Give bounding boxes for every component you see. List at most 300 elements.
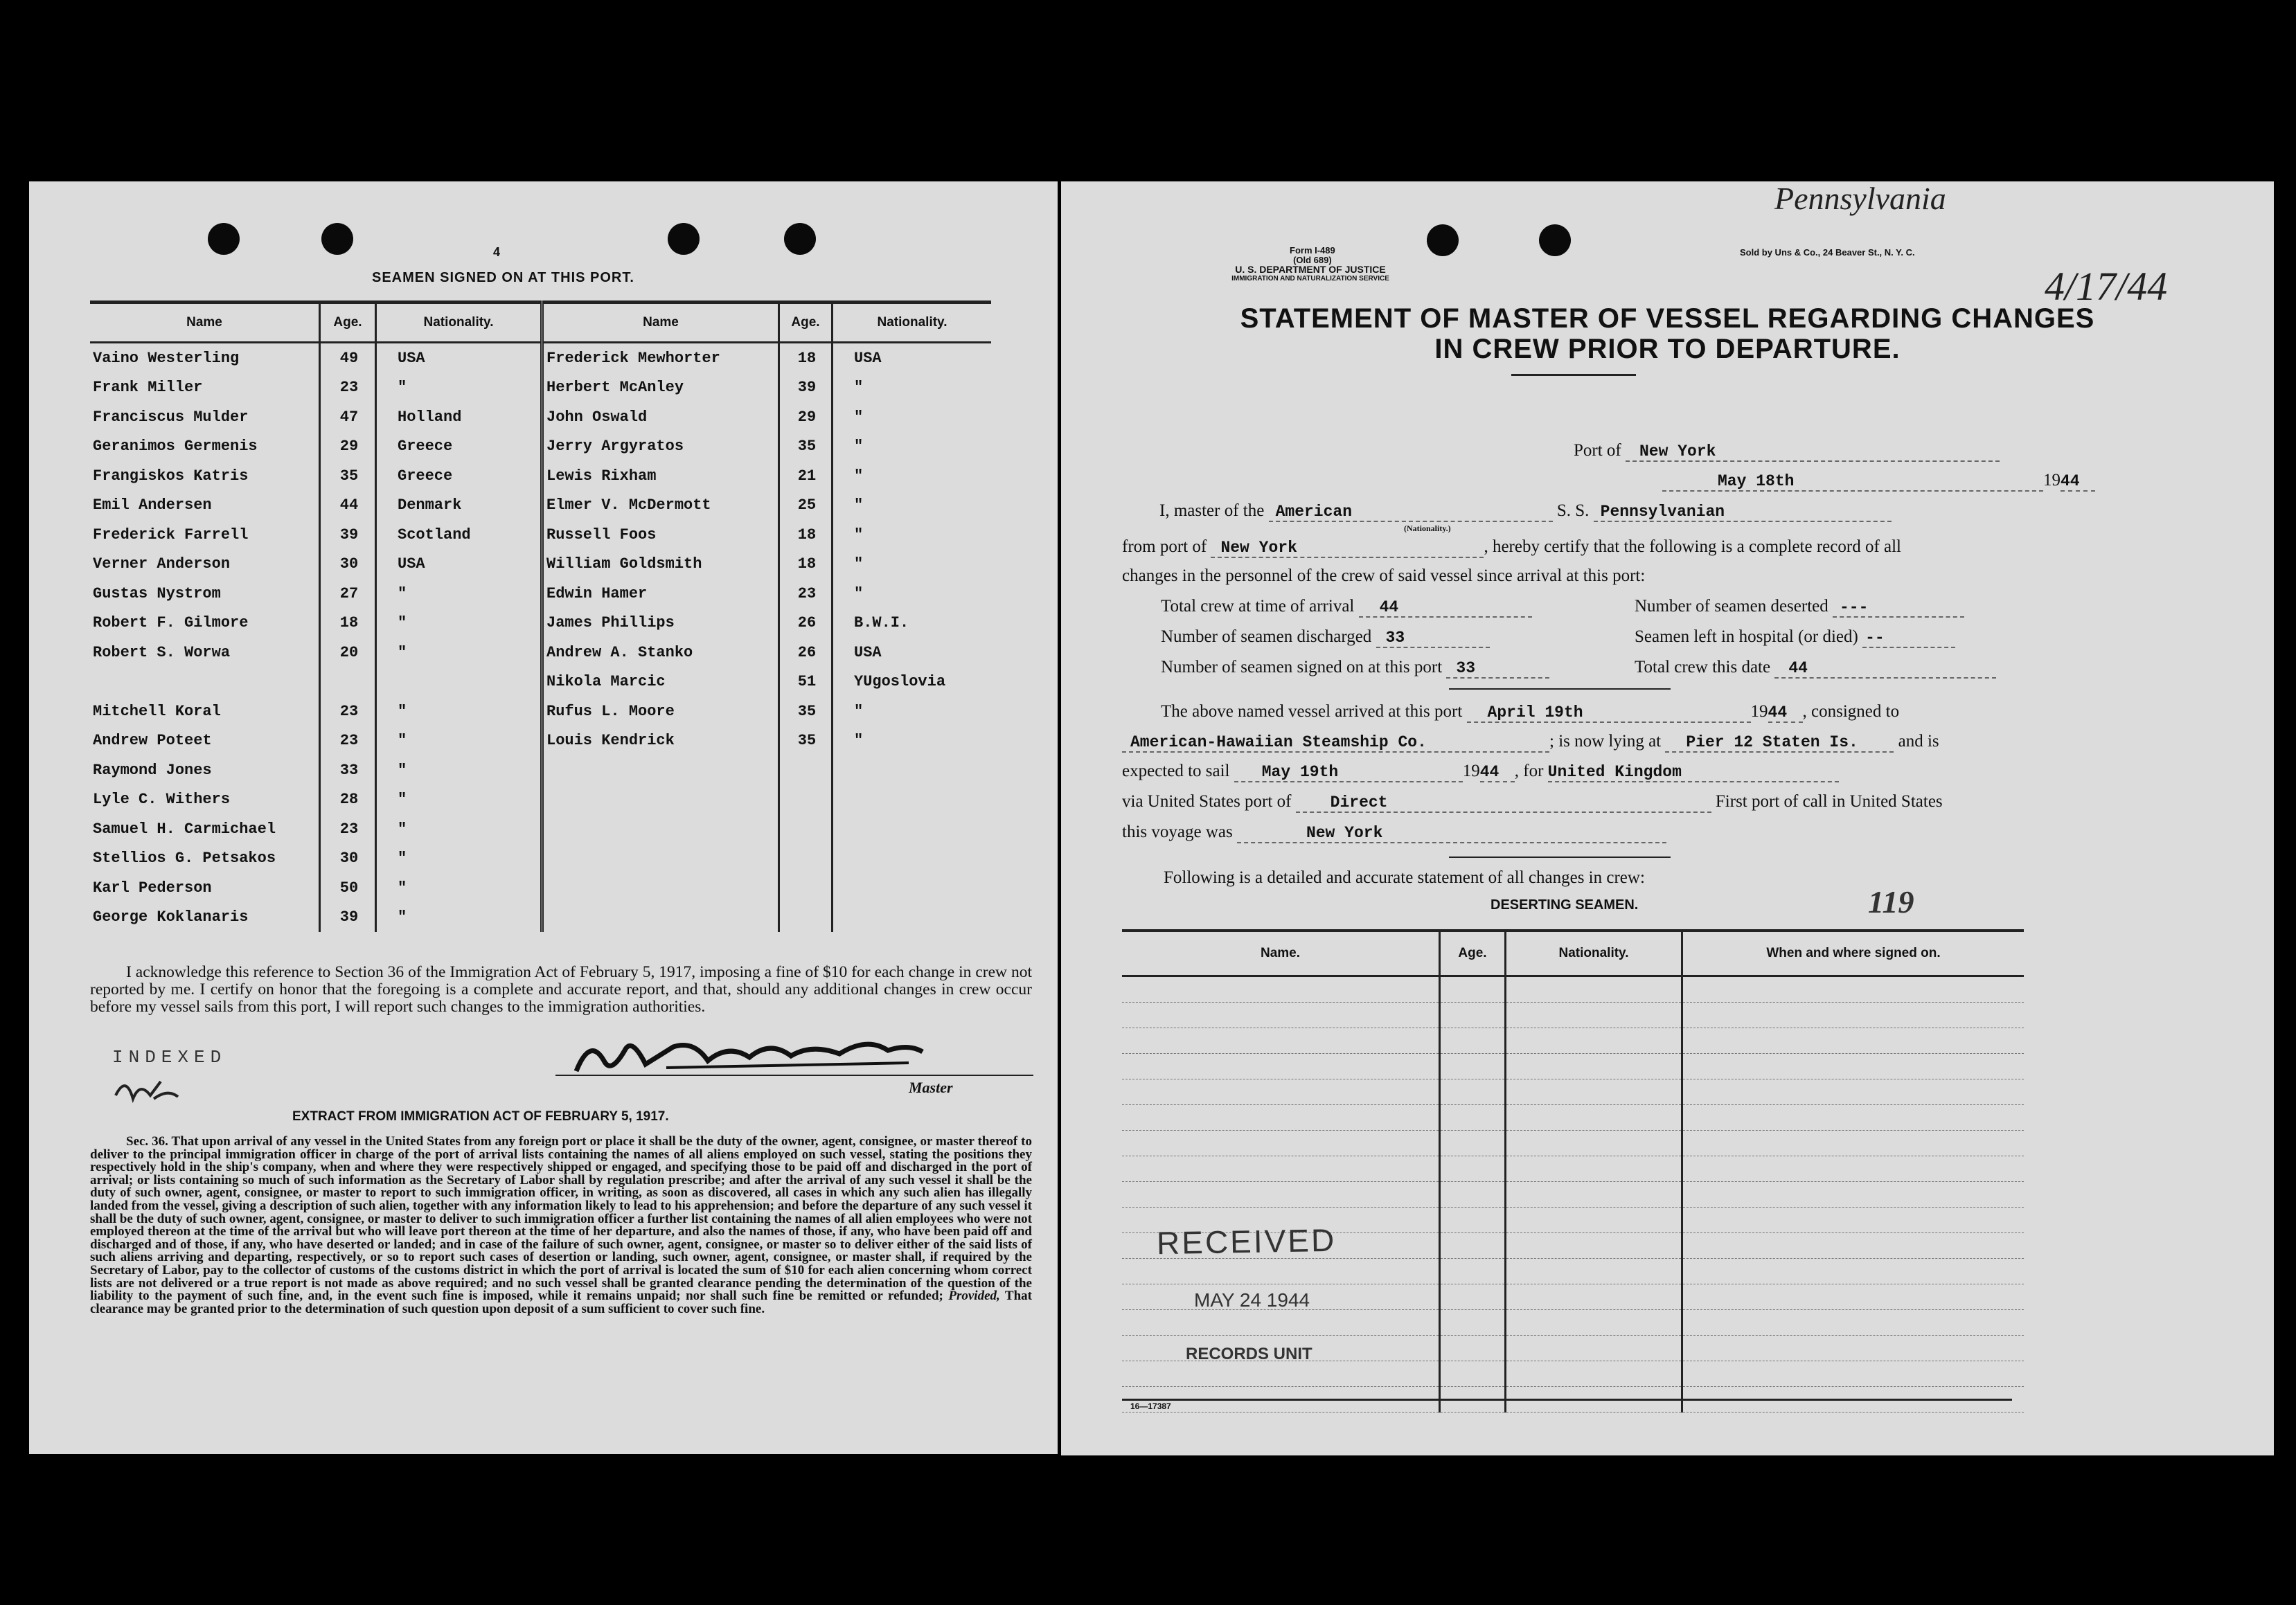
crew-name: William Goldsmith (542, 550, 779, 580)
crew-age (779, 903, 833, 933)
desert-name (1122, 1131, 1440, 1156)
date-value: May 18th (1662, 472, 2043, 492)
desert-when-where (1682, 1054, 2024, 1079)
crew-nationality: " (376, 873, 542, 903)
for-value: United Kingdom (1548, 763, 1839, 782)
desert-name (1122, 1182, 1440, 1208)
from-port-row (1122, 537, 1901, 558)
consignee-value: American-Hawaiian Steamship Co. (1122, 733, 1549, 753)
table-row (90, 726, 991, 756)
crew-age: 39 (320, 520, 376, 550)
crew-name: Mitchell Koral (90, 697, 320, 726)
col-header-age: Age. (1440, 931, 1506, 976)
crew-age (779, 755, 833, 785)
crew-name: Edwin Hamer (542, 579, 779, 609)
desert-nationality (1506, 1054, 1682, 1079)
table-row (90, 343, 991, 373)
crew-nationality: " (854, 702, 864, 720)
crew-age: 23 (320, 373, 376, 403)
right-page (1061, 181, 2274, 1455)
title-underline (1511, 374, 1636, 376)
desert-nationality (1506, 1336, 1682, 1361)
signature-line (555, 1075, 1033, 1076)
table-row (1122, 1131, 2024, 1156)
lying-value: Pier 12 Staten Is. (1665, 733, 1894, 753)
crew-nationality: " (854, 467, 864, 485)
crew-name: Frangiskos Katris (90, 461, 320, 491)
desert-when-where (1682, 1131, 2024, 1156)
changes-text: changes in the personnel of the crew of said vessel since arrival at this port: (1122, 566, 1646, 585)
crew-nationality: " (376, 638, 542, 667)
desert-when-where (1682, 1208, 2024, 1233)
col-header-name: Name (90, 303, 320, 343)
via-label: via United States port of (1122, 792, 1292, 811)
crew-age: 27 (320, 579, 376, 609)
col-header-name: Name (542, 303, 779, 343)
table-row (90, 903, 991, 933)
crew-age: 33 (320, 755, 376, 785)
department-header (1179, 265, 1442, 283)
crew-age: 20 (320, 638, 376, 667)
ss-value: Pennsylvanian (1594, 503, 1892, 522)
arrived-label: The above named vessel arrived at this port (1161, 702, 1463, 721)
crew-nationality: " (376, 697, 542, 726)
table-row (90, 491, 991, 521)
desert-nationality (1506, 1028, 1682, 1054)
arrived-year-prefix: 19 (1750, 702, 1768, 721)
handwritten-number: 119 (1868, 884, 1914, 920)
desert-age (1440, 1208, 1506, 1233)
crew-age: 30 (320, 844, 376, 874)
desert-when-where (1682, 1003, 2024, 1028)
crew-name: Frederick Mewhorter (542, 343, 779, 373)
punch-hole (1539, 224, 1571, 256)
crew-nationality (833, 814, 992, 844)
crew-age (779, 844, 833, 874)
crew-age: 39 (320, 903, 376, 933)
crew-name: Stellios G. Petsakos (90, 844, 320, 874)
crew-nationality: " (376, 755, 542, 785)
department: U. S. DEPARTMENT OF JUSTICE (1235, 264, 1386, 275)
crew-name: Vaino Westerling (90, 343, 320, 373)
voyage-row (1122, 823, 1666, 843)
crew-name: George Koklanaris (90, 903, 320, 933)
crew-nationality: Denmark (376, 491, 542, 521)
table-row (90, 550, 991, 580)
handwritten-vessel-name: Pennsylvania (1774, 181, 1946, 216)
total-crew-date-label: Total crew this date (1635, 658, 1771, 676)
table-row (90, 638, 991, 667)
desert-nationality (1506, 1259, 1682, 1284)
table-row (90, 667, 991, 697)
crew-name: Louis Kendrick (542, 726, 779, 756)
table-row (1122, 1105, 2024, 1131)
punch-hole (1427, 224, 1459, 256)
seamen-signed-on-table (90, 301, 991, 932)
deserting-seamen-table (1122, 929, 2024, 1413)
crew-age: 18 (779, 520, 833, 550)
lying-label: ; is now lying at (1549, 732, 1662, 751)
desert-when-where (1682, 1182, 2024, 1208)
port-row (1574, 441, 2000, 462)
crew-name: Frederick Farrell (90, 520, 320, 550)
desert-age (1440, 1028, 1506, 1054)
desert-age (1440, 1156, 1506, 1182)
crew-name (542, 903, 779, 933)
hospital-value: -- (1862, 629, 1955, 648)
year-prefix: 19 (2043, 471, 2061, 490)
voyage-value: New York (1237, 824, 1666, 843)
total-crew-date-value: 44 (1774, 659, 1996, 679)
crew-nationality: " (854, 526, 864, 544)
table-row (1122, 1361, 2024, 1387)
desert-when-where (1682, 1233, 2024, 1259)
punch-hole (208, 223, 240, 255)
crew-age: 26 (779, 638, 833, 667)
desert-name (1122, 1156, 1440, 1182)
crew-name: Robert S. Worwa (90, 638, 320, 667)
crew-name: Jerry Argyratos (542, 432, 779, 462)
crew-name: Verner Anderson (90, 550, 320, 580)
desert-when-where (1682, 1105, 2024, 1131)
extract-title: EXTRACT FROM IMMIGRATION ACT OF FEBRUARY 5, 1917. (292, 1109, 669, 1124)
discharged-row (1161, 627, 1490, 648)
crew-nationality: " (854, 438, 864, 456)
crew-name: Emil Andersen (90, 491, 320, 521)
crew-nationality: USA (854, 643, 882, 661)
crew-nationality (833, 903, 992, 933)
crew-name: James Phillips (542, 609, 779, 638)
crew-nationality (833, 844, 992, 874)
table-row (90, 873, 991, 903)
crew-nationality: USA (376, 550, 542, 580)
desert-age (1440, 1361, 1506, 1387)
table-row (1122, 1028, 2024, 1054)
table-row (90, 373, 991, 403)
crew-age (779, 873, 833, 903)
crew-name: Herbert McAnley (542, 373, 779, 403)
for-label: , for (1514, 762, 1544, 780)
certify-text: , hereby certify that the following is a complete record of all (1484, 537, 1902, 556)
received-stamp: RECEIVED (1156, 1221, 1337, 1262)
port-label: Port of (1574, 441, 1621, 460)
desert-age (1440, 976, 1506, 1003)
crew-nationality: " (854, 584, 864, 602)
desert-nationality (1506, 1182, 1682, 1208)
first-port-label: First port of call in United States (1715, 792, 1943, 811)
port-value: New York (1626, 442, 2000, 462)
crew-name: Geranimos Germenis (90, 432, 320, 462)
date-row (1662, 471, 2095, 492)
crew-age: 18 (779, 343, 833, 373)
crew-name: Lewis Rixham (542, 461, 779, 491)
desert-name (1122, 1054, 1440, 1079)
crew-name (542, 814, 779, 844)
arrived-value: April 19th (1467, 703, 1751, 723)
crew-age: 51 (779, 667, 833, 697)
crew-age: 18 (779, 550, 833, 580)
table-row (1122, 1259, 2024, 1284)
punch-hole (784, 223, 816, 255)
crew-name: Karl Pederson (90, 873, 320, 903)
publisher: Sold by Uns & Co., 24 Beaver St., N. Y. C. (1740, 247, 1915, 258)
col-header-nationality: Nationality. (1506, 931, 1682, 976)
section-36-body: That upon arrival of any vessel in the United States from any foreign port or place it shall be the duty of the owner, agent, consignee, or master thereof to deliver to the principal immigration officer in charge of the port of arrival lists containing the names of all aliens employed on such vessel, stating the positions they respectively hold in the ship's company, when and where they were respectively shipped or engaged, and specifying those to be paid off and discharged in the port of arrival; or lists containing so much of such information as the Secretary of Labor shall by regulation prescribe; and after the arrival of any such vessel it shall be the duty of such owner, agent, consignee, or master to report to such immigration officer, in writing, as soon as discovered, all cases in which any such alien has illegally landed from the vessel, giving a description of such alien, together with any information likely to lead to his apprehension; and before the departure of any such vessel it shall be the duty of such owner, agent, consignee, or master to deliver to such immigration officer a further list containing the names of all alien employees who were not employed thereon at the time of the arrival but who will leave port thereon at the time of her departure, and also the names of those, if any, who have been paid off and discharged and of those, if any, who have deserted or landed; and in case of the failure of such owner, agent, consignee, or master so to deliver either of the said lists of such aliens arriving and departing, respectively, or so to report such cases of desertion or landing, such owner, agent, consignee, or master shall, if required by the Secretary of Labor, pay to the collector of customs of the customs district in which the port of arrival is located the sum of $10 for each alien concerning whom correct lists are not delivered or a true report is not made as above required; and no such vessel shall be granted clearance pending the determination of the question of the liability to the payment of such fine, and, in the event such fine is imposed, while it remains unpaid; nor shall such fine be remitted or refunded; (90, 1134, 1032, 1304)
crew-age (320, 667, 376, 697)
following-text: Following is a detailed and accurate statement of all changes in crew: (1164, 868, 1645, 887)
crew-name: Raymond Jones (90, 755, 320, 785)
consigned-label: , consigned to (1802, 702, 1900, 721)
crew-age: 35 (779, 432, 833, 462)
table-row (1122, 1054, 2024, 1079)
crew-age: 50 (320, 873, 376, 903)
crew-age: 26 (779, 609, 833, 638)
arrived-year-value: 44 (1768, 703, 1803, 723)
table-row (1122, 1079, 2024, 1105)
crew-name (542, 844, 779, 874)
crew-nationality: " (376, 814, 542, 844)
desert-age (1440, 1079, 1506, 1105)
desert-name (1122, 1003, 1440, 1028)
title-line-2: IN CREW PRIOR TO DEPARTURE. (1434, 334, 1901, 364)
crew-age: 23 (779, 579, 833, 609)
from-port-value: New York (1211, 539, 1484, 558)
ss-label: S. S. (1556, 501, 1590, 520)
from-port-label: from port of (1122, 537, 1207, 556)
table-row (90, 814, 991, 844)
crew-nationality: " (854, 555, 864, 573)
signed-on-value: 33 (1446, 659, 1549, 679)
table-row (1122, 976, 2024, 1003)
table-row (90, 785, 991, 815)
desert-name (1122, 1310, 1440, 1336)
table-row (1122, 1003, 2024, 1028)
crew-nationality: " (376, 373, 542, 403)
expected-year-prefix: 19 (1462, 762, 1480, 780)
form-old-number: (Old 689) (1293, 255, 1332, 265)
crew-age: 21 (779, 461, 833, 491)
table-row (90, 402, 991, 432)
desert-name (1122, 1259, 1440, 1284)
total-crew-arrival-value: 44 (1359, 598, 1532, 618)
crew-nationality: " (854, 408, 864, 426)
service: IMMIGRATION AND NATURALIZATION SERVICE (1231, 275, 1389, 283)
desert-when-where (1682, 1028, 2024, 1054)
crew-age: 23 (320, 726, 376, 756)
print-code: 16—17387 (1130, 1401, 1171, 1411)
desert-age (1440, 1233, 1506, 1259)
crew-name: Gustas Nystrom (90, 579, 320, 609)
col-header-nationality: Nationality. (833, 303, 992, 343)
table-bottom-rule (1122, 1399, 2012, 1401)
crew-age: 44 (320, 491, 376, 521)
table-row (1122, 1156, 2024, 1182)
desert-nationality (1506, 976, 1682, 1003)
desert-age (1440, 1336, 1506, 1361)
title-line-1: STATEMENT OF MASTER OF VESSEL REGARDING CHANGES (1240, 303, 2095, 334)
crew-nationality: " (376, 579, 542, 609)
desert-nationality (1506, 1131, 1682, 1156)
nationality-value: American (1269, 503, 1553, 522)
col-header-nationality: Nationality. (376, 303, 542, 343)
crew-name: Elmer V. McDermott (542, 491, 779, 521)
master-label: Master (909, 1079, 953, 1096)
signed-on-label: Number of seamen signed on at this port (1161, 658, 1443, 676)
desert-nationality (1506, 1208, 1682, 1233)
crew-name: Andrew A. Stanko (542, 638, 779, 667)
deserted-row (1635, 597, 1964, 618)
desert-when-where (1682, 1259, 2024, 1284)
crew-nationality (833, 755, 992, 785)
crew-nationality: " (854, 496, 864, 514)
table-row (90, 461, 991, 491)
divider (1449, 688, 1671, 690)
records-unit-stamp: RECORDS UNIT (1186, 1345, 1312, 1363)
crew-table-body (90, 343, 991, 933)
crew-name: Lyle C. Withers (90, 785, 320, 815)
arrived-row (1161, 702, 1899, 723)
expected-label: expected to sail (1122, 762, 1230, 780)
hospital-row (1635, 627, 1955, 648)
crew-nationality: " (376, 903, 542, 933)
divider (1449, 857, 1671, 858)
signed-on-row (1161, 658, 1549, 679)
expected-row (1122, 762, 1839, 782)
desert-when-where (1682, 1079, 2024, 1105)
desert-age (1440, 1003, 1506, 1028)
form-title (1061, 303, 2274, 364)
table-row (90, 520, 991, 550)
desert-name (1122, 1105, 1440, 1131)
form-number: Form I-489 (1290, 245, 1335, 255)
crew-nationality: " (376, 609, 542, 638)
crew-age: 23 (320, 814, 376, 844)
col-header-when-where: When and where signed on. (1682, 931, 2024, 976)
desert-when-where (1682, 1361, 2024, 1387)
crew-age: 49 (320, 343, 376, 373)
section-title: SEAMEN SIGNED ON AT THIS PORT. (372, 270, 634, 285)
table-row (90, 609, 991, 638)
voyage-label: this voyage was (1122, 823, 1233, 841)
punch-hole (321, 223, 353, 255)
crew-nationality: B.W.I. (854, 614, 909, 632)
via-row (1122, 792, 1943, 813)
crew-name: Robert F. Gilmore (90, 609, 320, 638)
total-date-row (1635, 658, 1996, 679)
crew-name: Nikola Marcic (542, 667, 779, 697)
desert-name (1122, 1028, 1440, 1054)
col-header-age: Age. (779, 303, 833, 343)
crew-nationality (376, 667, 542, 697)
crew-age: 30 (320, 550, 376, 580)
desert-when-where (1682, 1156, 2024, 1182)
table-row (1122, 1182, 2024, 1208)
extract-text (90, 1136, 1032, 1316)
table-row (90, 432, 991, 462)
col-header-age: Age. (320, 303, 376, 343)
desert-nationality (1506, 1284, 1682, 1310)
nationality-caption: (Nationality.) (1404, 523, 1451, 533)
desert-nationality (1506, 1003, 1682, 1028)
table-row (90, 755, 991, 785)
desert-name (1122, 1079, 1440, 1105)
received-date-stamp: MAY 24 1944 (1194, 1289, 1310, 1311)
crew-name: Rufus L. Moore (542, 697, 779, 726)
crew-age: 39 (779, 373, 833, 403)
desert-age (1440, 1054, 1506, 1079)
crew-name: Franciscus Mulder (90, 402, 320, 432)
crew-name (542, 873, 779, 903)
master-of-label: I, master of the (1159, 501, 1265, 520)
desert-name (1122, 1361, 1440, 1387)
crew-age: 29 (320, 432, 376, 462)
crew-name: Frank Miller (90, 373, 320, 403)
crew-nationality: " (854, 379, 864, 397)
table-row (1122, 1310, 2024, 1336)
hospital-label: Seamen left in hospital (or died) (1635, 627, 1858, 646)
crew-nationality: " (376, 844, 542, 874)
crew-name: Russell Foos (542, 520, 779, 550)
crew-age: 29 (779, 402, 833, 432)
crew-nationality (833, 873, 992, 903)
crew-nationality: " (376, 785, 542, 815)
total-arrival-row (1161, 597, 1532, 618)
crew-age: 18 (320, 609, 376, 638)
desert-nationality (1506, 1361, 1682, 1387)
deserted-value: --- (1833, 598, 1964, 618)
crew-nationality (833, 785, 992, 815)
indexed-stamp: INDEXED (112, 1047, 227, 1068)
crew-age: 35 (320, 461, 376, 491)
crew-nationality: Greece (376, 461, 542, 491)
crew-age: 28 (320, 785, 376, 815)
desert-age (1440, 1284, 1506, 1310)
proviso-label: Provided, (948, 1289, 1000, 1304)
desert-age (1440, 1259, 1506, 1284)
table-row (90, 844, 991, 874)
handwritten-date: 4/17/44 (2045, 264, 2168, 309)
total-crew-arrival-label: Total crew at time of arrival (1161, 597, 1355, 616)
crew-nationality: Greece (376, 432, 542, 462)
crew-nationality: USA (854, 349, 882, 367)
form-header (1290, 246, 1335, 265)
crew-nationality: Scotland (376, 520, 542, 550)
desert-when-where (1682, 1310, 2024, 1336)
desert-age (1440, 1131, 1506, 1156)
expected-value: May 19th (1234, 763, 1463, 782)
desert-nationality (1506, 1079, 1682, 1105)
deserting-title: DESERTING SEAMEN. (1490, 897, 1639, 913)
desert-when-where (1682, 1284, 2024, 1310)
acknowledgement-text: I acknowledge this reference to Section 36 of the Immigration Act of February 5, 1917, imposing a fine of $10 for each change in crew not reported by me. I certify on honor that the foregoing is a complete and accurate report, and that, should any additional changes in crew occur before my vessel sails from this port, I will report such changes to the immigration authorities. (90, 963, 1032, 1016)
desert-when-where (1682, 1336, 2024, 1361)
crew-age: 35 (779, 697, 833, 726)
col-header-name: Name. (1122, 931, 1440, 976)
crew-name (90, 667, 320, 697)
discharged-label: Number of seamen discharged (1161, 627, 1372, 646)
table-row (90, 579, 991, 609)
left-page (29, 181, 1058, 1454)
desert-age (1440, 1182, 1506, 1208)
page-number: 4 (493, 245, 501, 259)
desert-nationality (1506, 1310, 1682, 1336)
desert-nationality (1506, 1156, 1682, 1182)
consignee-row (1122, 732, 1939, 753)
expected-year-value: 44 (1480, 763, 1515, 782)
crew-name: Andrew Poteet (90, 726, 320, 756)
crew-name (542, 755, 779, 785)
table-row (90, 697, 991, 726)
